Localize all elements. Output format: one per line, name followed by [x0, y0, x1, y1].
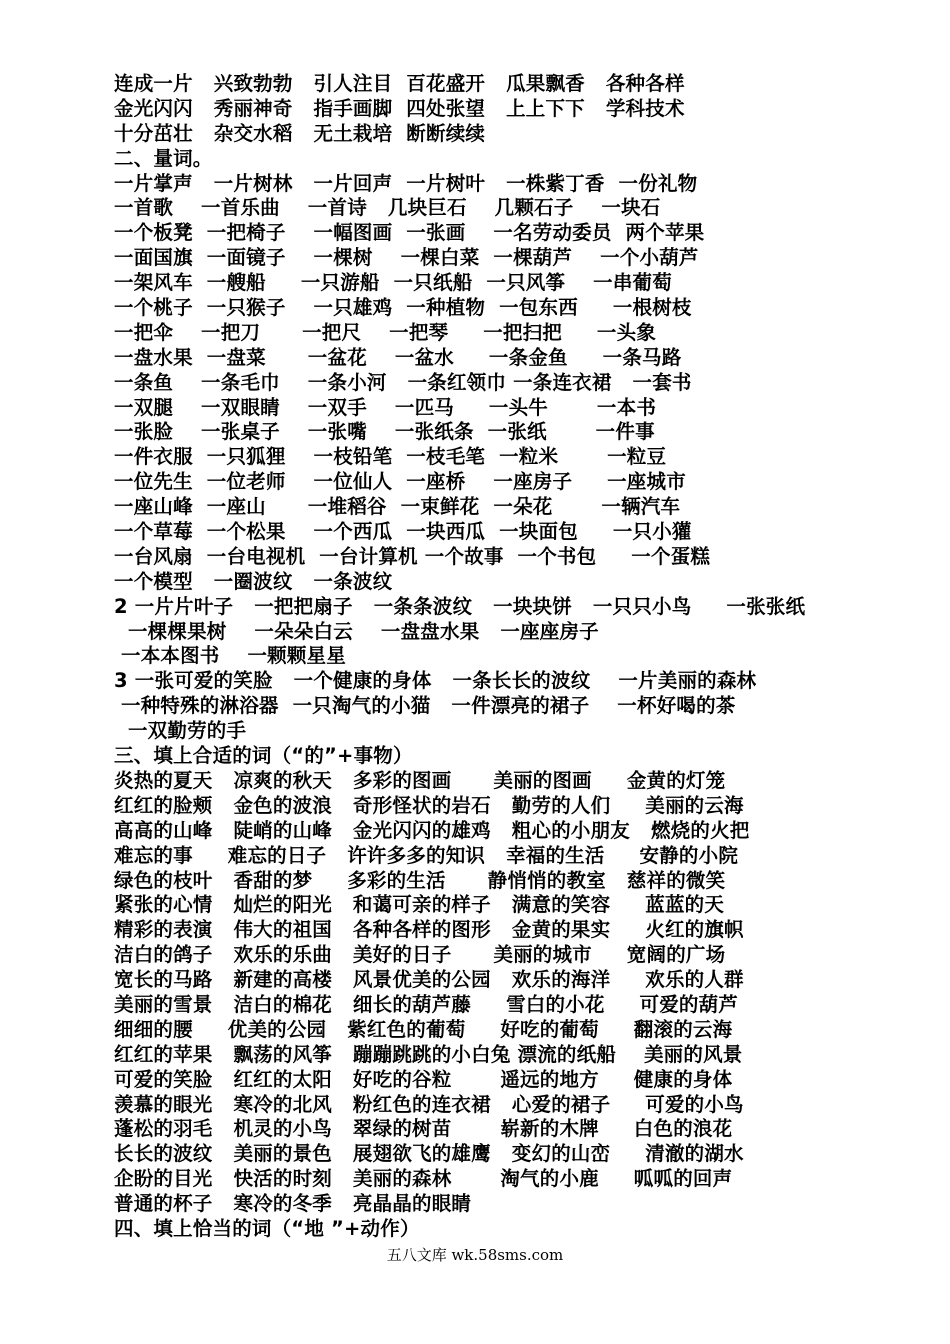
text-line: 连成一片 兴致勃勃 引人注目 百花盛开 瓜果飘香 各种各样 — [114, 72, 685, 95]
text-line: 三、填上合适的词（“的”+事物） — [114, 744, 413, 768]
text-line: 宽长的马路 新建的高楼 风景优美的公园 欢乐的海洋 欢乐的人群 — [114, 968, 744, 992]
text-line: 一首歌 一首乐曲 一首诗 几块巨石 几颗石子 一块石 — [114, 196, 661, 220]
text-line: 羡慕的眼光 寒冷的北风 粉红色的连衣裙 心爱的裙子 可爱的小鸟 — [114, 1092, 744, 1116]
text-line: 一张脸 一张桌子 一张嘴 一张纸条 一张纸 一件事 — [114, 420, 655, 444]
page-footer: 五八文库 wk.58sms.com — [386, 1246, 564, 1264]
document-body — [114, 72, 914, 1242]
text-line: 一个桃子 一只猴子 一只雄鸡 一种植物 一包东西 一根树枝 — [114, 296, 692, 320]
text-line: 一双勤劳的手 — [114, 719, 247, 743]
text-line: 企盼的目光 快活的时刻 美丽的森林 淘气的小鹿 呱呱的回声 — [114, 1167, 733, 1191]
text-line: 一棵棵果树 一朵朵白云 一盘盘水果 一座座房子 — [114, 619, 599, 643]
text-line: 一双腿 一双眼睛 一双手 一匹马 一头牛 一本书 — [114, 395, 657, 419]
text-line: 红红的苹果 飘荡的风筝 蹦蹦跳跳的小白兔 漂流的纸船 美丽的风景 — [114, 1042, 743, 1066]
text-line: 二、量词。 — [114, 146, 213, 170]
text-line: 一位先生 一位老师 一位仙人 一座桥 一座房子 一座城市 — [114, 470, 686, 494]
text-line: 可爱的笑脸 红红的太阳 好吃的谷粒 遥远的地方 健康的身体 — [114, 1067, 733, 1091]
text-line: 细细的腰 优美的公园 紫红色的葡萄 好吃的葡萄 翻滚的云海 — [114, 1017, 733, 1041]
text-line: 难忘的事 难忘的日子 许许多多的知识 幸福的生活 安静的小院 — [114, 843, 739, 867]
text-line: 一件衣服 一只狐狸 一枝铅笔 一枝毛笔 一粒米 一粒豆 — [114, 445, 667, 469]
text-line: 普通的杯子 寒冷的冬季 亮晶晶的眼睛 — [114, 1192, 472, 1216]
text-line: 蓬松的羽毛 机灵的小鸟 翠绿的树苗 崭新的木牌 白色的浪花 — [114, 1117, 733, 1141]
text-line: 一盘水果 一盘菜 一盆花 一盆水 一条金鱼 一条马路 — [114, 345, 682, 369]
text-line: 精彩的表演 伟大的祖国 各种各样的图形 金黄的果实 火红的旗帜 — [114, 918, 744, 942]
text-line: 炎热的夏天 凉爽的秋天 多彩的图画 美丽的图画 金黄的灯笼 — [114, 768, 726, 792]
text-line: 四、填上恰当的词（“地 ”+动作） — [114, 1216, 420, 1240]
text-line: 一个草莓 一个松果 一个西瓜 一块西瓜 一块面包 一只小獾 — [114, 520, 692, 544]
text-line: 一个模型 一圈波纹 一条波纹 — [114, 569, 393, 593]
text-line: 美丽的雪景 洁白的棉花 细长的葫芦藤 雪白的小花 可爱的葫芦 — [114, 992, 739, 1016]
text-line: 高高的山峰 陡峭的山峰 金光闪闪的雄鸡 粗心的小朋友 燃烧的火把 — [114, 818, 750, 842]
text-line: 一本本图书 一颗颗星星 — [114, 644, 346, 668]
text-line: 一架风车 一艘船 一只游船 一只纸船 一只风筝 一串葡萄 — [114, 271, 672, 295]
text-line: 金光闪闪 秀丽神奇 指手画脚 四处张望 上上下下 学科技术 — [114, 96, 685, 120]
text-line: 一个板凳 一把椅子 一幅图画 一张画 一名劳动委员 两个苹果 — [114, 221, 705, 245]
text-line: 长长的波纹 美丽的景色 展翅欲飞的雄鹰 变幻的山峦 清澈的湖水 — [114, 1142, 744, 1166]
text-line: 3 一张可爱的笑脸 一个健康的身体 一条长长的波纹 一片美丽的森林 — [114, 669, 757, 693]
text-line: 一条鱼 一条毛巾 一条小河 一条红领巾 一条连衣裙 一套书 — [114, 370, 692, 394]
text-line: 洁白的鸽子 欢乐的乐曲 美好的日子 美丽的城市 宽阔的广场 — [114, 943, 726, 967]
text-line: 紧张的心情 灿烂的阳光 和蔼可亲的样子 满意的笑容 蓝蓝的天 — [114, 893, 725, 917]
text-line: 一台风扇 一台电视机 一台计算机 一个故事 一个书包 一个蛋糕 — [114, 544, 711, 568]
text-line: 一面国旗 一面镜子 一棵树 一棵白菜 一棵葫芦 一个小葫芦 — [114, 246, 699, 270]
text-line: 十分茁壮 杂交水稻 无土栽培 断断续续 — [114, 121, 486, 145]
text-line: 一片掌声 一片树林 一片回声 一片树叶 一株紫丁香 一份礼物 — [114, 171, 698, 195]
text-line: 一把伞 一把刀 一把尺 一把琴 一把扫把 一头象 — [114, 320, 657, 344]
text-line: 一种特殊的淋浴器 一只淘气的小猫 一件漂亮的裙子 一杯好喝的茶 — [114, 694, 736, 718]
text-line: 绿色的枝叶 香甜的梦 多彩的生活 静悄悄的教室 慈祥的微笑 — [114, 868, 726, 892]
text-line: 一座山峰 一座山 一堆稻谷 一束鲜花 一朵花 一辆汽车 — [114, 495, 681, 519]
text-line: 红红的脸颊 金色的波浪 奇形怪状的岩石 勤劳的人们 美丽的云海 — [114, 793, 744, 817]
text-line: 2 一片片叶子 一把把扇子 一条条波纹 一块块饼 一只只小鸟 一张张纸 — [114, 594, 806, 618]
